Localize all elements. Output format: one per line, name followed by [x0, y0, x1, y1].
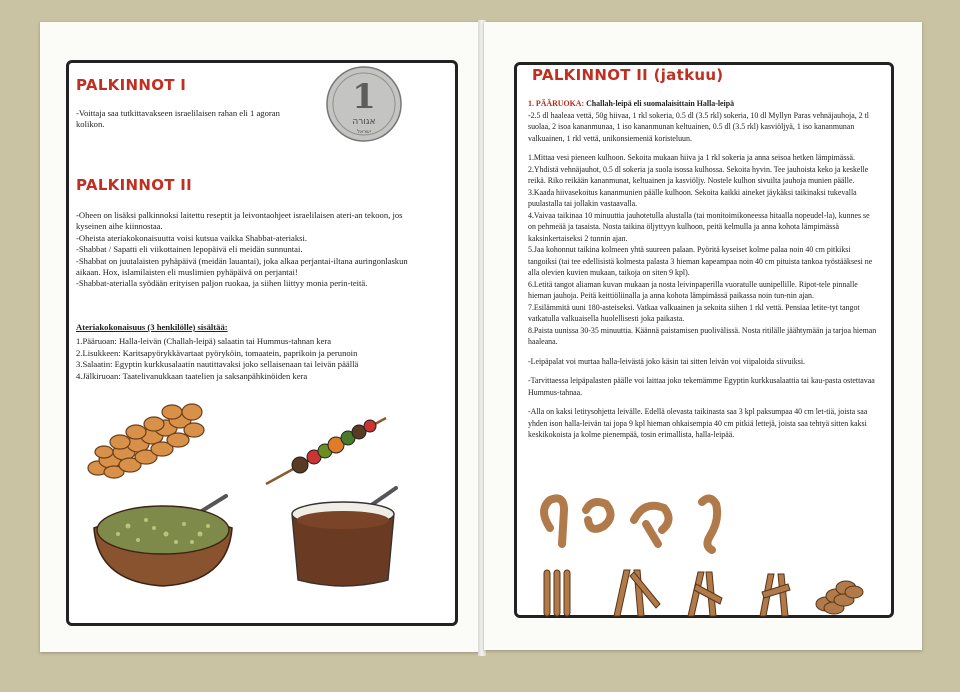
prize-1-text: -Voittaja saa tutkittavakseen israelilaisen rahan eli 1 agoran kolikon. — [76, 108, 280, 130]
challah-bread-illustration — [84, 388, 214, 478]
recipe-step: 5.Jaa kohonnut taikina kolmeen yhtä suureen palaan. Pyöritä kyseiset kolme palaa noin 40 cm pitkiksi tangoiksi (tai tee edellisistä kolmesta palasta 3 hieman kapeampaa noin 40 cm pituista tankoa työstääksesi ne alla olevien kuvien mukaan, taikoja on siten 9 kpl). — [528, 245, 873, 277]
menu-item: 3.Salaatin: Egyptin kurkkusalaatin nautittavaksi joko sellaisenaan tai leivän päällä — [76, 359, 359, 370]
recipe-step: 7.Esilämmitä uuni 180-asteiseksi. Vatkaa valkuainen ja sekoita siihen 1 rkl vettä. Pensiaa letite-tyt tangot vatkatulla valkuaisella huolellisesti joka paikasta. — [528, 302, 860, 323]
menu-item: 2.Lisukkeen: Karitsapyörykkävartaat pyöryköin, tomaatein, paprikoin ja perunoin — [76, 347, 358, 358]
left-page — [40, 22, 480, 652]
skewer-illustration — [262, 412, 392, 492]
recipe-step: 2.Yhdistä vehnäjauhot, 0.5 dl sokeria ja suola isossa kulhossa. Sekoita hyvin. Tee jauhoista keko ja keskelle reikä. Riko reikään kananmunat, keltuainen ja kasviöljy. Nostele kulhon sivuilta jauhoja munien päälle. — [528, 164, 869, 185]
paragraph: -Shabbat / Sapatti eli viikottainen lepopäivä eli meidän sunnuntai. — [76, 244, 303, 255]
agora-coin-image — [324, 64, 404, 144]
menu-heading: Ateriakokonaisuus (3 henkilölle) sisältää: — [76, 322, 228, 332]
recipe-step: 3.Kaada hiivasekoitus kananmunien päälle kulhoon. Sekoita kaikki aineket jäykäksi taikinaksi tukevalla puulastalla tai jollakin vastaavalla. — [528, 187, 857, 208]
paragraph: -Shabbat-aterialla syödään erityisen paljon ruokaa, ja siihen liittyy monia perin-teitä. — [76, 278, 368, 289]
note: -Leipäpalat voi murtaa halla-leivästä joko käsin tai sitten leivän voi viipaloida siivuiksi. — [528, 356, 805, 366]
date-pudding-cup-illustration — [284, 484, 404, 594]
braiding-steps-illustration — [534, 480, 864, 620]
cucumber-salad-bowl-illustration — [88, 490, 238, 590]
paragraph: -Oheen on lisäksi palkinnoksi laitettu reseptit ja leivontaohjeet israelilaisen ateri-an tekoon, jos kyseinen aihe kiinnostaa. — [76, 210, 403, 232]
paragraph: -Shabbat on juutalaisten pyhäpäivä (meidän lauantai), joka alkaa perjantai-iltana auringonlaskun aikaan. Hox, islamilaisten eli muslimien pyhäpäivä on perjantai! — [76, 255, 408, 278]
paragraph: -Oheista ateriakokonaisuutta voisi kutsua vaikka Shabbat-ateriaksi. — [76, 232, 308, 243]
recipe-label: 1. PÄÄRUOKA: — [528, 99, 585, 108]
prize-2-paragraphs — [76, 210, 416, 290]
section-title-palkinnot-1: PALKINNOT I — [76, 76, 187, 94]
note: -Alla on kaksi letitysohjetta leivälle. Edellä olevasta taikinasta saa 3 kpl paksumpaa 40 cm let-tiä, joista saa yhden ison halla-leivän tai jopa 9 kpl hieman ohkaisempia 40 cm pitkiä lettejä, joista saa tehtyä sitten kaksi keskikokoista ja kolme pienempää, tosin erimallista, halla-leipää. — [528, 407, 868, 439]
recipe-step: 6.Letitä tangot aliaman kuvan mukaan ja nosta leivinpaperilla vuoratulle uunipellille. Ripot-tele pinnalle hieman jauhoja. Peitä keittiöliinalla ja anna kohota lämpimässä paikassa noin tun-nin ajan. — [528, 279, 858, 300]
note: -Tarvittaessa leipäpalasten päälle voi laittaa joko tekemämme Egyptin kurkkusalaattia tai kau-pasta ostettavaa Hummus-tahnaa. — [528, 376, 875, 397]
recipe-step: 8.Paista uunissa 30-35 minuuttia. Käännä paistamisen puolivälissä. Nosta ritilälle jäähtymään ja tarjoa hieman haaleana. — [528, 325, 877, 346]
ingredients: -2.5 dl haaleaa vettä, 50g hiivaa, 1 rkl sokeria, 0.5 dl (3.5 rkl) sokeria, 10 dl Myllyn Paras vehnäjauhoja, 2 tl suolaa, 2 isoa kananmunaa, 1 iso kananmunan keltuainen, 0.5 dl (3.5 rkl) kasviöljyä, 1 iso kananmunan valkuainen, 1 rkl vettä, unikonsiemeniä koristeluun. — [528, 110, 869, 143]
recipe-heading — [528, 98, 878, 110]
recipe-text — [528, 98, 878, 441]
section-title-palkinnot-2-jatkuu: PALKINNOT II (jatkuu) — [532, 66, 724, 84]
right-page — [484, 22, 922, 650]
menu-list — [76, 322, 428, 382]
section-title-palkinnot-2: PALKINNOT II — [76, 176, 193, 194]
recipe-step: 4.Vaivaa taikinaa 10 minuuttia jauhotetulla alustalla (tai monitoimikoneessa hitaalla nopeudel-la), kunnes se on pehmeää ja tasaista. Nosta taikina öljyttyyn kulhoon, peitä kelmulla ja anna kohota lämpimässä kaksinkertaiseksi 2 tunnin ajan. — [528, 210, 870, 243]
menu-item: 4.Jälkiruoan: Taatelivanukkaan taatelien ja saksanpähkinöiden kera — [76, 370, 308, 381]
recipe-step: 1.Mittaa vesi pieneen kulhoon. Sekoita mukaan hiiva ja 1 rkl sokeria ja anna seisoa hetken lämpimässä. — [528, 153, 855, 162]
menu-item: 1.Pääruoan: Halla-leivän (Challah-leipä) salaatin tai Hummus-tahnan kera — [76, 336, 332, 347]
coin-hebrew-text: אגורה — [352, 117, 376, 127]
coin-small-text: ישראל — [357, 129, 371, 135]
coin-numeral: 1 — [352, 77, 376, 117]
recipe-name: Challah-leipä eli suomalaisittain Halla-leipä — [586, 99, 735, 108]
